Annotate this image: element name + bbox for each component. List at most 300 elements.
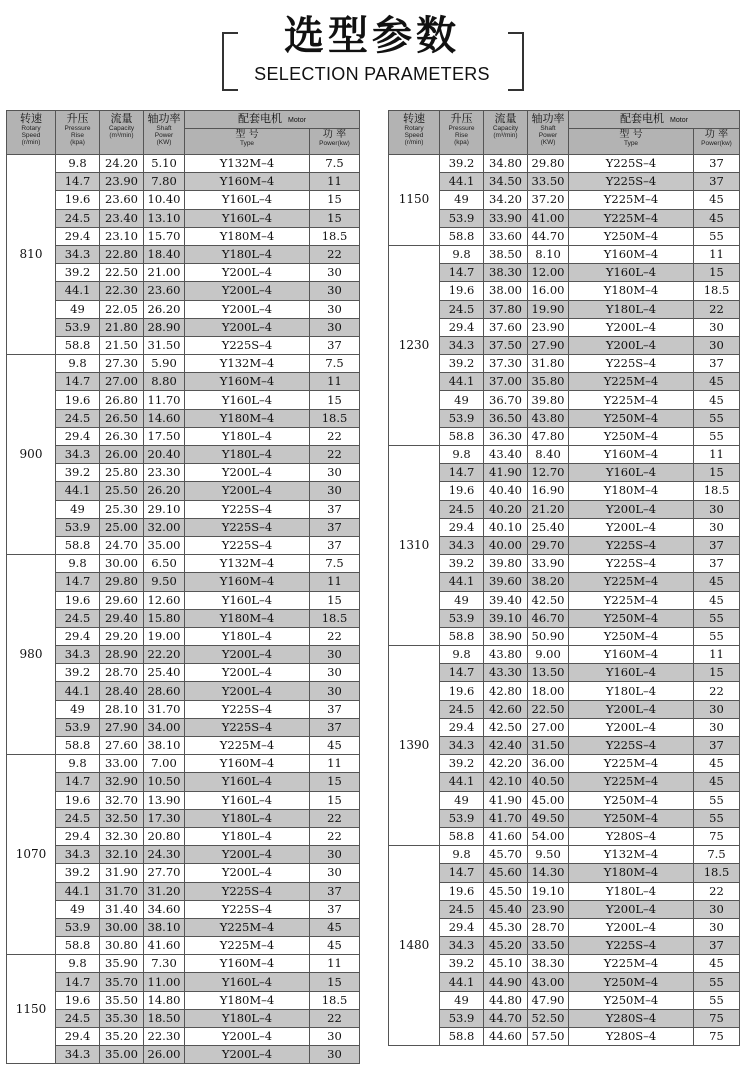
motor-power-cell: 55 (694, 973, 740, 991)
motor-type-cell: Y200L–4 (569, 718, 694, 736)
speed-cell: 980 (7, 555, 56, 755)
flow-cell: 29.20 (100, 627, 144, 645)
col-header-en: Speed (21, 132, 41, 139)
flow-cell: 34.20 (484, 191, 528, 209)
speed-cell: 1070 (7, 755, 56, 955)
speed-cell: 1150 (7, 955, 56, 1064)
motor-power-cell: 45 (694, 391, 740, 409)
motor-type-cell: Y200L–4 (185, 482, 310, 500)
flow-cell: 39.10 (484, 609, 528, 627)
motor-type-cell: Y250M–4 (569, 809, 694, 827)
shaft-power-cell: 14.60 (144, 409, 185, 427)
rise-cell: 9.8 (440, 446, 484, 464)
flow-cell: 25.30 (100, 500, 144, 518)
motor-power-cell: 15 (310, 973, 360, 991)
col-header-en: Rotary (404, 125, 424, 132)
rise-cell: 34.3 (56, 846, 100, 864)
motor-power-cell: 37 (694, 355, 740, 373)
rise-cell: 29.4 (440, 318, 484, 336)
motor-type-cell: Y225M–4 (569, 591, 694, 609)
motor-power-cell: 30 (310, 682, 360, 700)
table-row (7, 718, 360, 736)
motor-power-cell: 30 (694, 318, 740, 336)
flow-cell: 45.10 (484, 955, 528, 973)
selection-table-right (388, 110, 740, 1046)
table-row (7, 191, 360, 209)
flow-cell: 28.10 (100, 700, 144, 718)
motor-type-cell: Y200L–4 (185, 300, 310, 318)
rise-cell: 29.4 (440, 518, 484, 536)
motor-type-cell: Y160L–4 (185, 591, 310, 609)
col-header-power (694, 129, 740, 155)
motor-type-cell: Y200L–4 (569, 918, 694, 936)
shaft-power-cell: 29.70 (528, 536, 569, 554)
motor-type-cell: Y160L–4 (185, 191, 310, 209)
shaft-power-cell: 29.80 (528, 155, 569, 173)
rise-cell: 34.3 (440, 336, 484, 354)
rise-cell: 24.5 (440, 300, 484, 318)
col-header-en: (r/min) (404, 139, 424, 146)
table-row (389, 300, 740, 318)
motor-type-cell: Y160L–4 (185, 209, 310, 227)
flow-cell: 44.60 (484, 1028, 528, 1046)
shaft-power-cell: 16.00 (528, 282, 569, 300)
motor-type-cell: Y250M–4 (569, 991, 694, 1009)
motor-power-cell: 18.5 (310, 227, 360, 245)
shaft-power-cell: 16.90 (528, 482, 569, 500)
motor-type-cell: Y200L–4 (185, 846, 310, 864)
flow-cell: 28.90 (100, 646, 144, 664)
motor-type-cell: Y200L–4 (569, 518, 694, 536)
col-header-rise (56, 111, 100, 155)
motor-power-cell: 22 (694, 300, 740, 318)
rise-cell: 49 (56, 500, 100, 518)
motor-type-cell: Y180L–4 (185, 827, 310, 845)
flow-cell: 38.50 (484, 245, 528, 263)
motor-power-cell: 45 (694, 209, 740, 227)
flow-cell: 32.50 (100, 809, 144, 827)
col-header-en: Capacity (492, 125, 519, 132)
motor-power-cell: 37 (694, 155, 740, 173)
page-header (0, 0, 744, 100)
shaft-power-cell: 35.80 (528, 373, 569, 391)
table-row (7, 300, 360, 318)
motor-type-cell: Y225S–4 (569, 173, 694, 191)
flow-cell: 27.30 (100, 355, 144, 373)
flow-cell: 41.90 (484, 791, 528, 809)
table-row (7, 1046, 360, 1064)
rise-cell: 29.4 (56, 1028, 100, 1046)
rise-cell: 9.8 (56, 355, 100, 373)
rise-cell: 24.5 (56, 409, 100, 427)
shaft-power-cell: 15.80 (144, 609, 185, 627)
table-row (7, 991, 360, 1009)
flow-cell: 30.00 (100, 918, 144, 936)
table-row (7, 809, 360, 827)
motor-type-cell: Y250M–4 (569, 627, 694, 645)
motor-power-cell: 18.5 (310, 991, 360, 1009)
table-row (389, 973, 740, 991)
rise-cell: 9.8 (56, 155, 100, 173)
rise-cell: 44.1 (440, 173, 484, 191)
flow-cell: 44.80 (484, 991, 528, 1009)
shaft-power-cell: 42.50 (528, 591, 569, 609)
shaft-power-cell: 5.90 (144, 355, 185, 373)
flow-cell: 40.00 (484, 536, 528, 554)
shaft-power-cell: 47.80 (528, 427, 569, 445)
motor-power-cell: 55 (694, 809, 740, 827)
shaft-power-cell: 33.50 (528, 937, 569, 955)
motor-type-cell: Y225M–4 (569, 373, 694, 391)
motor-type-cell: Y200L–4 (185, 646, 310, 664)
motor-power-cell: 22 (310, 1009, 360, 1027)
rise-cell: 49 (56, 700, 100, 718)
table-row (7, 373, 360, 391)
rise-cell: 49 (440, 191, 484, 209)
page-subtitle: SELECTION PARAMETERS (254, 64, 490, 84)
rise-cell: 19.6 (56, 391, 100, 409)
rise-cell: 44.1 (440, 373, 484, 391)
motor-type-cell: Y180M–4 (185, 227, 310, 245)
shaft-power-cell: 8.80 (144, 373, 185, 391)
col-header-en: Rise (454, 132, 468, 139)
shaft-power-cell: 31.50 (528, 737, 569, 755)
shaft-power-cell: 24.30 (144, 846, 185, 864)
flow-cell: 21.80 (100, 318, 144, 336)
flow-cell: 38.00 (484, 282, 528, 300)
motor-power-cell: 30 (310, 1028, 360, 1046)
rise-cell: 19.6 (56, 591, 100, 609)
flow-cell: 22.30 (100, 282, 144, 300)
col-header-speed (7, 111, 56, 155)
table-row (389, 464, 740, 482)
motor-power-cell: 11 (310, 573, 360, 591)
rise-cell: 39.2 (440, 555, 484, 573)
motor-type-cell: Y160M–4 (185, 573, 310, 591)
flow-cell: 27.60 (100, 737, 144, 755)
motor-type-cell: Y200L–4 (185, 282, 310, 300)
col-header-en: Shaft (156, 125, 172, 132)
col-header-motor (185, 111, 360, 129)
rise-cell: 29.4 (440, 918, 484, 936)
rise-cell: 53.9 (440, 209, 484, 227)
flow-cell: 41.70 (484, 809, 528, 827)
flow-cell: 23.40 (100, 209, 144, 227)
table-row (389, 809, 740, 827)
motor-type-cell: Y225S–4 (185, 500, 310, 518)
rise-cell: 53.9 (56, 318, 100, 336)
motor-type-cell: Y160L–4 (185, 391, 310, 409)
table-row (7, 482, 360, 500)
motor-power-cell: 37 (310, 700, 360, 718)
table-row (389, 591, 740, 609)
table-row (389, 318, 740, 336)
motor-power-cell: 15 (694, 664, 740, 682)
shaft-power-cell: 28.70 (528, 918, 569, 936)
flow-cell: 26.50 (100, 409, 144, 427)
table-row (389, 482, 740, 500)
rise-cell: 34.3 (440, 536, 484, 554)
table-row (7, 264, 360, 282)
shaft-power-cell: 45.00 (528, 791, 569, 809)
flow-cell: 22.05 (100, 300, 144, 318)
flow-cell: 34.80 (484, 155, 528, 173)
rise-cell: 39.2 (440, 155, 484, 173)
flow-cell: 38.90 (484, 627, 528, 645)
shaft-power-cell: 15.70 (144, 227, 185, 245)
motor-power-cell: 30 (694, 336, 740, 354)
flow-cell: 23.90 (100, 173, 144, 191)
flow-cell: 32.10 (100, 846, 144, 864)
motor-header-en: Motor (670, 117, 688, 124)
motor-power-cell: 15 (310, 791, 360, 809)
motor-type-cell: Y225M–4 (569, 191, 694, 209)
motor-type-cell: Y200L–4 (569, 900, 694, 918)
col-header-cn: 轴功率 (147, 112, 181, 125)
col-header-cn: 功 率 (322, 129, 347, 140)
table-row (389, 700, 740, 718)
rise-cell: 19.6 (440, 882, 484, 900)
table-row (7, 591, 360, 609)
motor-power-cell: 37 (310, 718, 360, 736)
table-row (7, 355, 360, 373)
motor-type-cell: Y180M–4 (185, 609, 310, 627)
col-header-en: (KW) (156, 139, 172, 146)
motor-power-cell: 11 (310, 955, 360, 973)
rise-cell: 9.8 (56, 755, 100, 773)
rise-cell: 39.2 (56, 664, 100, 682)
rise-cell: 39.2 (56, 864, 100, 882)
rise-cell: 53.9 (440, 1009, 484, 1027)
shaft-power-cell: 23.90 (528, 318, 569, 336)
motor-type-cell: Y225S–4 (185, 700, 310, 718)
rise-cell: 24.5 (440, 900, 484, 918)
flow-cell: 45.20 (484, 937, 528, 955)
col-header-en: (KW) (540, 139, 556, 146)
rise-cell: 29.4 (56, 227, 100, 245)
table-row (389, 573, 740, 591)
motor-type-cell: Y225S–4 (569, 737, 694, 755)
motor-type-cell: Y225S–4 (569, 555, 694, 573)
rise-cell: 39.2 (440, 355, 484, 373)
table-row (7, 1009, 360, 1027)
shaft-power-cell: 11.00 (144, 973, 185, 991)
motor-power-cell: 18.5 (310, 409, 360, 427)
shaft-power-cell: 33.50 (528, 173, 569, 191)
motor-power-cell: 18.5 (694, 482, 740, 500)
col-header-en: Rotary (21, 125, 41, 132)
rise-cell: 53.9 (56, 718, 100, 736)
shaft-power-cell: 18.00 (528, 682, 569, 700)
motor-type-cell: Y200L–4 (569, 700, 694, 718)
rise-cell: 58.8 (56, 737, 100, 755)
motor-type-cell: Y225S–4 (185, 518, 310, 536)
table-row (7, 737, 360, 755)
table-row (389, 518, 740, 536)
col-header-flow (100, 111, 144, 155)
shaft-power-cell: 52.50 (528, 1009, 569, 1027)
shaft-power-cell: 21.20 (528, 500, 569, 518)
table-row (7, 609, 360, 627)
rise-cell: 9.8 (56, 955, 100, 973)
motor-power-cell: 37 (694, 555, 740, 573)
table-row (389, 373, 740, 391)
motor-header (185, 111, 359, 128)
motor-type-cell: Y200L–4 (185, 664, 310, 682)
table-row (389, 446, 740, 464)
rise-cell: 39.2 (440, 955, 484, 973)
flow-cell: 31.90 (100, 864, 144, 882)
motor-power-cell: 37 (694, 737, 740, 755)
motor-power-cell: 45 (694, 373, 740, 391)
motor-power-cell: 30 (694, 718, 740, 736)
col-header-cn: 转速 (20, 112, 42, 125)
flow-cell: 26.80 (100, 391, 144, 409)
motor-power-cell: 55 (694, 991, 740, 1009)
motor-type-cell: Y225M–4 (569, 755, 694, 773)
shaft-power-cell: 33.90 (528, 555, 569, 573)
shaft-power-cell: 19.00 (144, 627, 185, 645)
motor-power-cell: 37 (694, 536, 740, 554)
rise-cell: 34.3 (440, 937, 484, 955)
flow-cell: 43.40 (484, 446, 528, 464)
motor-power-cell: 15 (310, 209, 360, 227)
motor-power-cell: 37 (694, 937, 740, 955)
motor-type-cell: Y250M–4 (569, 227, 694, 245)
table-row (7, 518, 360, 536)
rise-cell: 24.5 (56, 609, 100, 627)
motor-type-cell: Y225M–4 (569, 391, 694, 409)
rise-cell: 58.8 (440, 227, 484, 245)
table-row (389, 627, 740, 645)
rise-cell: 34.3 (56, 1046, 100, 1064)
shaft-power-cell: 36.00 (528, 755, 569, 773)
table-row (389, 555, 740, 573)
motor-power-cell: 22 (310, 627, 360, 645)
table-row (389, 1028, 740, 1046)
shaft-power-cell: 9.00 (528, 646, 569, 664)
flow-cell: 30.80 (100, 937, 144, 955)
flow-cell: 35.20 (100, 1028, 144, 1046)
flow-cell: 28.40 (100, 682, 144, 700)
motor-power-cell: 7.5 (310, 555, 360, 573)
motor-power-cell: 45 (694, 573, 740, 591)
col-header-cn: 型 号 (619, 129, 643, 140)
flow-cell: 24.20 (100, 155, 144, 173)
motor-header-en: Motor (288, 117, 306, 124)
motor-type-cell: Y225M–4 (185, 737, 310, 755)
motor-power-cell: 37 (310, 336, 360, 354)
flow-cell: 42.60 (484, 700, 528, 718)
flow-cell: 25.00 (100, 518, 144, 536)
flow-cell: 40.20 (484, 500, 528, 518)
rise-cell: 58.8 (440, 1028, 484, 1046)
motor-power-cell: 45 (694, 773, 740, 791)
shaft-power-cell: 19.90 (528, 300, 569, 318)
rise-cell: 44.1 (56, 882, 100, 900)
flow-cell: 32.90 (100, 773, 144, 791)
rise-cell: 9.8 (440, 646, 484, 664)
rise-cell: 53.9 (56, 918, 100, 936)
rise-cell: 34.3 (56, 446, 100, 464)
col-header-en: Type (239, 140, 255, 147)
motor-power-cell: 30 (694, 700, 740, 718)
table-row (7, 955, 360, 973)
col-header-cn: 转速 (403, 112, 425, 125)
col-header-cn: 轴功率 (531, 112, 565, 125)
col-header-en: (m³/min) (493, 132, 518, 139)
col-header-speed (389, 111, 440, 155)
shaft-power-cell: 12.70 (528, 464, 569, 482)
flow-cell: 44.90 (484, 973, 528, 991)
rise-cell: 53.9 (440, 409, 484, 427)
rise-cell: 58.8 (56, 937, 100, 955)
shaft-power-cell: 7.80 (144, 173, 185, 191)
table-row (389, 773, 740, 791)
rise-cell: 14.7 (56, 773, 100, 791)
rise-cell: 44.1 (56, 482, 100, 500)
rise-cell: 14.7 (440, 664, 484, 682)
motor-type-cell: Y200L–4 (185, 264, 310, 282)
shaft-power-cell: 9.50 (528, 846, 569, 864)
table-row (389, 827, 740, 845)
rise-cell: 9.8 (440, 846, 484, 864)
motor-power-cell: 75 (694, 1009, 740, 1027)
shaft-power-cell: 44.70 (528, 227, 569, 245)
page-title: 选型参数 (284, 13, 460, 59)
flow-cell: 26.30 (100, 427, 144, 445)
shaft-power-cell: 11.70 (144, 391, 185, 409)
col-header-rise (440, 111, 484, 155)
table-row (7, 1028, 360, 1046)
motor-power-cell: 30 (694, 900, 740, 918)
rise-cell: 19.6 (440, 682, 484, 700)
shaft-power-cell: 50.90 (528, 627, 569, 645)
col-header-en: Power(kw) (701, 140, 732, 147)
motor-power-cell: 22 (310, 245, 360, 263)
motor-power-cell: 30 (310, 1046, 360, 1064)
motor-type-cell: Y132M–4 (569, 846, 694, 864)
rise-cell: 19.6 (440, 282, 484, 300)
shaft-power-cell: 40.50 (528, 773, 569, 791)
rise-cell: 58.8 (56, 336, 100, 354)
motor-type-cell: Y132M–4 (185, 155, 310, 173)
shaft-power-cell: 38.30 (528, 955, 569, 973)
motor-power-cell: 55 (694, 409, 740, 427)
flow-cell: 23.10 (100, 227, 144, 245)
col-header-en: Pressure (64, 125, 91, 132)
table-row (389, 937, 740, 955)
motor-type-cell: Y160M–4 (185, 955, 310, 973)
shaft-power-cell: 38.10 (144, 737, 185, 755)
shaft-power-cell: 49.50 (528, 809, 569, 827)
shaft-power-cell: 46.70 (528, 609, 569, 627)
rise-cell: 58.8 (440, 427, 484, 445)
table-row (7, 627, 360, 645)
col-header-en: Power (538, 132, 558, 139)
motor-type-cell: Y250M–4 (569, 609, 694, 627)
table-row (389, 682, 740, 700)
flow-cell: 40.10 (484, 518, 528, 536)
shaft-power-cell: 43.00 (528, 973, 569, 991)
flow-cell: 22.50 (100, 264, 144, 282)
table-row (7, 536, 360, 554)
shaft-power-cell: 29.10 (144, 500, 185, 518)
rise-cell: 58.8 (440, 627, 484, 645)
flow-cell: 39.80 (484, 555, 528, 573)
flow-cell: 45.50 (484, 882, 528, 900)
motor-power-cell: 45 (694, 591, 740, 609)
